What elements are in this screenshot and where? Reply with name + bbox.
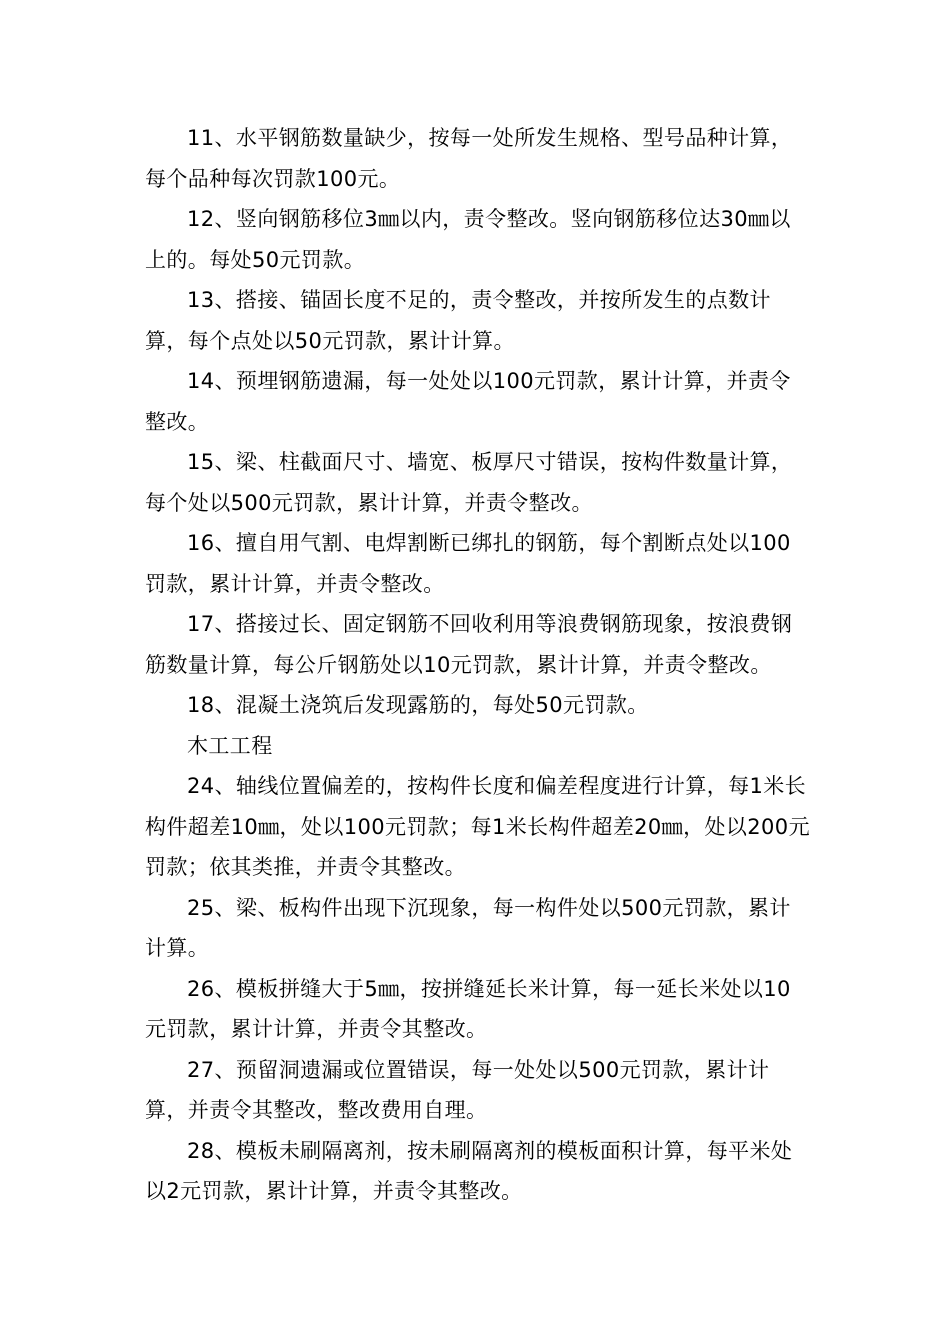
paragraph-item-11: 11、水平钢筋数量缺少，按每一处所发生规格、型号品种计算，每个品种每次罚款100元。 [145,126,793,191]
paragraph-item-25: 25、梁、板构件出现下沉现象，每一构件处以500元罚款，累计计算。 [145,895,791,960]
document-body [145,118,810,1212]
paragraph-item-27: 27、预留洞遗漏或位置错误，每一处处以500元罚款，累计计算，并责令其整改，整改费用自理。 [145,1057,770,1122]
paragraph-item-28: 28、模板未刷隔离剂，按未刷隔离剂的模板面积计算，每平米处以2元罚款，累计计算，并责令其整改。 [145,1138,793,1203]
paragraph-item-13: 13、搭接、锚固长度不足的，责令整改，并按所发生的点数计算，每个点处以50元罚款，累计计算。 [145,288,771,353]
paragraph-item-17: 17、搭接过长、固定钢筋不回收利用等浪费钢筋现象，按浪费钢筋数量计算，每公斤钢筋处以10元罚款，累计计算，并责令整改。 [145,612,793,677]
paragraph-item-24: 24、轴线位置偏差的，按构件长度和偏差程度进行计算，每1米长构件超差10㎜，处以100元罚款；每1米长构件超差20㎜，处以200元罚款；依其类推，并责令其整改。 [145,774,810,879]
paragraph-item-16: 16、擅自用气割、电焊割断已绑扎的钢筋，每个割断点处以100罚款，累计计算，并责令整改。 [145,531,791,596]
paragraph-item-26: 26、模板拼缝大于5㎜，按拼缝延长米计算，每一延长米处以10元罚款，累计计算，并责令其整改。 [145,976,791,1041]
paragraph-item-12: 12、竖向钢筋移位3㎜以内，责令整改。竖向钢筋移位达30㎜以上的。每处50元罚款。 [145,207,791,272]
paragraph-item-18: 18、混凝土浇筑后发现露筋的，每处50元罚款。 [187,693,649,717]
paragraph-item-14: 14、预埋钢筋遗漏，每一处处以100元罚款，累计计算，并责令整改。 [145,369,791,434]
paragraph-item-15: 15、梁、柱截面尺寸、墙宽、板厚尺寸错误，按构件数量计算，每个处以500元罚款，累计计算，并责令整改。 [145,450,793,515]
section-heading-carpentry: 木工工程 [187,733,273,758]
